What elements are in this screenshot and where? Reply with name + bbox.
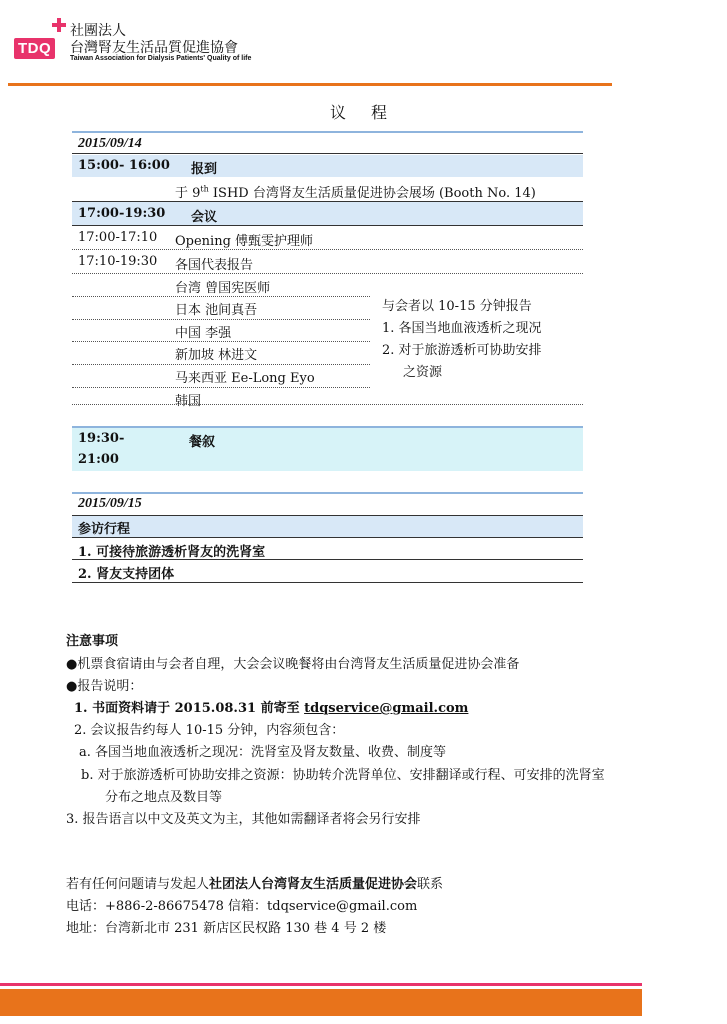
country-name: 韩国 <box>175 394 202 409</box>
visit-heading: 参访行程 <box>78 522 131 537</box>
registration-location: 于 9th ISHD 台湾肾友生活质量促进协会展场 (Booth No. 14) <box>175 184 536 201</box>
dinner-time-end: 21:00 <box>78 452 119 467</box>
page-title: 议 程 <box>329 103 398 122</box>
country-name: 中国 李强 <box>175 326 232 341</box>
note-item-2: 2. 会议报告约每人 10-15 分钟，内容须包含： <box>74 723 345 738</box>
report-note-line: 之资源 <box>403 365 443 380</box>
report-note-line: 2. 对于旅游透析可协助安排 <box>382 343 542 358</box>
registration-label: 报到 <box>191 162 218 177</box>
country-name: 马来西亚 Ee-Long Eyo <box>175 371 315 386</box>
note-item-1: 1. 书面资料请于 2015.08.31 前寄至 tdqservice@gmail.com <box>74 701 469 716</box>
opening-time: 17:00-17:10 <box>78 230 158 245</box>
visit-item: 2. 肾友支持团体 <box>78 567 175 582</box>
notes-heading: 注意事项 <box>66 634 119 649</box>
dinner-time-start: 19:30- <box>78 431 125 446</box>
footer-pink-bar <box>0 983 642 986</box>
email-link[interactable]: tdqservice@gmail.com <box>304 701 469 716</box>
reports-time: 17:10-19:30 <box>78 254 158 269</box>
country-name: 新加坡 林进文 <box>175 348 258 363</box>
contact-line: 若有任何问题请与发起人社团法人台湾肾友生活质量促进协会联系 <box>66 877 444 892</box>
org-name-english: Taiwan Association for Dialysis Patients' Quality of life <box>70 55 252 62</box>
footer-orange-bar <box>0 989 642 1016</box>
contact-address: 地址：台湾新北市 231 新店区民权路 130 巷 4 号 2 楼 <box>66 921 387 936</box>
visit-item: 1. 可接待旅游透析肾友的洗肾室 <box>78 545 266 560</box>
logo: TDQ <box>14 38 55 59</box>
note-bullet: ●报告说明： <box>66 679 143 694</box>
note-item-3: 3. 报告语言以中文及英文为主，其他如需翻译者将会另行安排 <box>66 812 421 827</box>
day1-date: 2015/09/14 <box>78 136 142 151</box>
report-note-line: 1. 各国当地血液透析之现况 <box>382 321 542 336</box>
note-item-2a: a. 各国当地血液透析之现况：洗肾室及肾友数量、收费、制度等 <box>79 745 447 760</box>
day2-date: 2015/09/15 <box>78 496 142 511</box>
note-item-2b: b. 对于旅游透析可协助安排之资源：协助转介洗肾单位、安排翻译或行程、可安排的洗肾室 <box>81 768 605 783</box>
org-name-line1: 社團法人 <box>70 23 126 39</box>
registration-time: 15:00- 16:00 <box>78 158 170 173</box>
reports-text: 各国代表报告 <box>175 258 254 273</box>
note-item-2b-cont: 分布之地点及数目等 <box>105 790 223 805</box>
note-bullet: ●机票食宿请由与会者自理，大会会议晚餐将由台湾肾友生活质量促进协会准备 <box>66 657 520 672</box>
report-note-line: 与会者以 10-15 分钟报告 <box>382 299 532 314</box>
meeting-time: 17:00-19:30 <box>78 206 166 221</box>
dinner-label: 餐叙 <box>189 435 216 450</box>
country-name: 日本 池间真吾 <box>175 303 258 318</box>
meeting-label: 会议 <box>191 210 218 225</box>
country-name: 台湾 曾国宪医师 <box>175 281 271 296</box>
contact-phone-email: 电话：+886-2-86675478 信箱：tdqservice@gmail.com <box>66 899 418 914</box>
opening-text: Opening 傅甄雯护理师 <box>175 234 314 249</box>
org-name-line2: 台灣腎友生活品質促進協會 <box>70 40 238 56</box>
